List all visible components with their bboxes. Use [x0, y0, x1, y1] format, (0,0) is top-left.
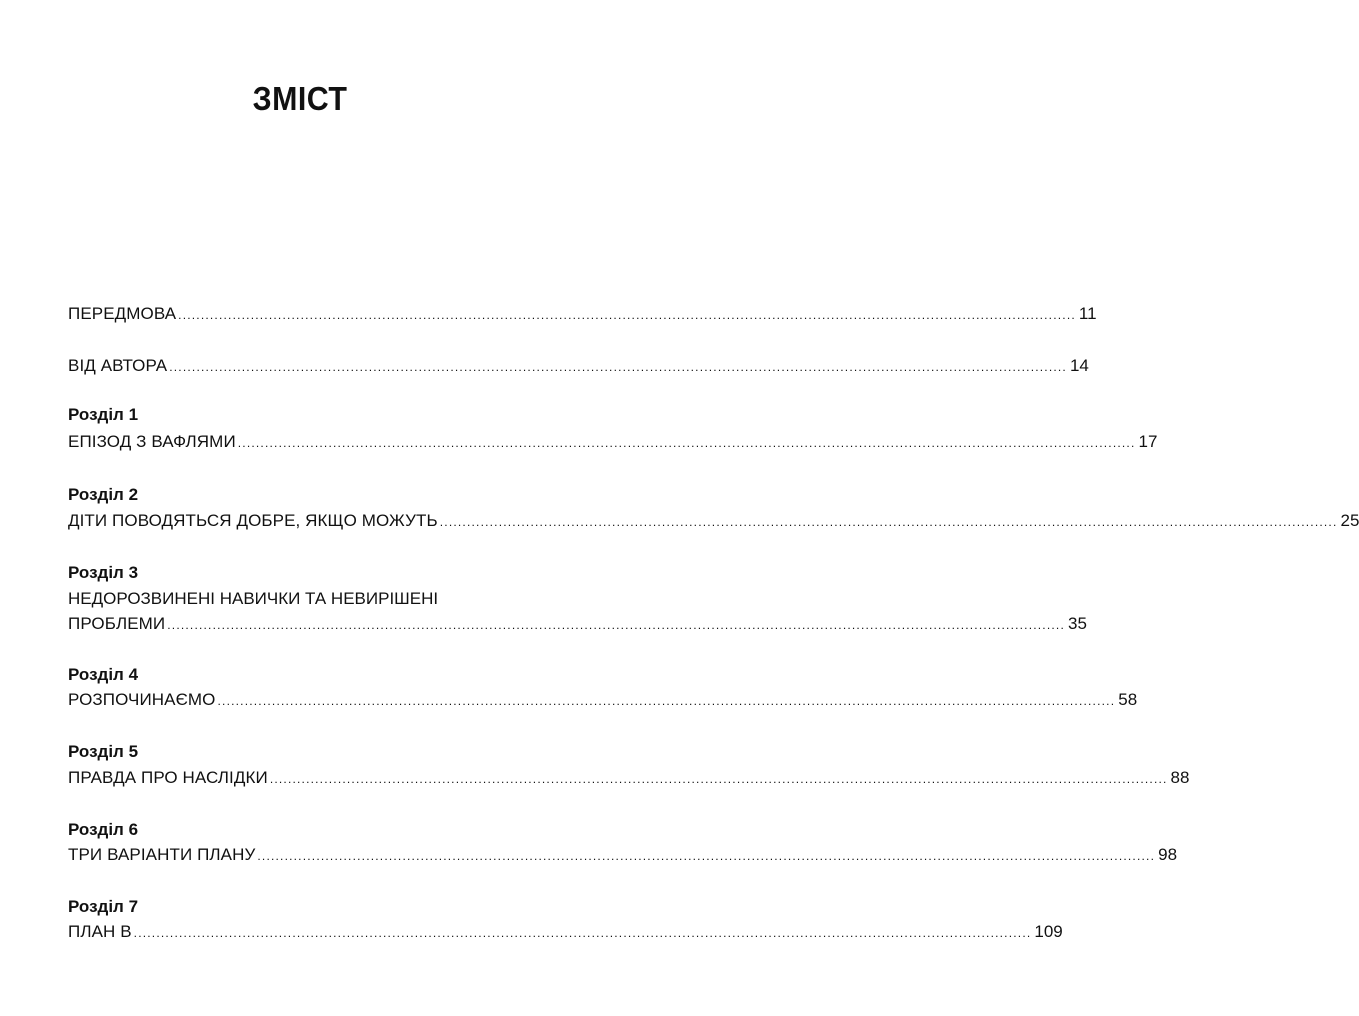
- chapter-label: Розділ 7: [68, 897, 139, 916]
- toc-page-number: 25: [1340, 511, 1359, 530]
- toc-entry-title: ПЛАН В: [68, 922, 132, 941]
- toc-entry-title: ЕПІЗОД З ВАФЛЯМИ: [68, 432, 236, 451]
- toc-dot-leader: ......................................................................................................................................................................................................: [178, 308, 1076, 322]
- toc-dot-leader: ......................................................................................................................................................................................................: [167, 618, 1065, 632]
- toc-page-number: 35: [1067, 614, 1087, 633]
- toc-page-number: 88: [1170, 768, 1190, 787]
- toc-page-number: 17: [1138, 432, 1158, 451]
- toc-entry-title: ПЕРЕДМОВА: [68, 304, 177, 323]
- toc-entry-chapter-6: [68, 845, 1178, 866]
- chapter-label: Розділ 3: [68, 563, 139, 582]
- chapter-label: Розділ 5: [68, 742, 139, 761]
- toc-page-number: 58: [1118, 690, 1138, 709]
- toc-page-number: 14: [1069, 356, 1089, 375]
- chapter-label: Розділ 6: [68, 820, 139, 839]
- toc-entry-title: ТРИ ВАРІАНТИ ПЛАНУ: [68, 845, 256, 864]
- toc-entry-chapter-5: [68, 768, 1190, 789]
- toc-dot-leader: ......................................................................................................................................................................................................: [269, 772, 1168, 786]
- toc-dot-leader: ......................................................................................................................................................................................................: [439, 515, 1338, 529]
- toc-entry-title: ДІТИ ПОВОДЯТЬСЯ ДОБРЕ, ЯКЩО МОЖУТЬ: [68, 511, 438, 530]
- toc-page-number: 109: [1034, 922, 1063, 941]
- toc-page-number: 11: [1078, 304, 1097, 323]
- toc-dot-leader: ......................................................................................................................................................................................................: [237, 436, 1136, 450]
- toc-entry-title: ВІД АВТОРА: [68, 356, 168, 375]
- toc-entry-author-note: [68, 356, 1089, 377]
- toc-entry-title: ПРАВДА ПРО НАСЛІДКИ: [68, 768, 268, 787]
- toc-dot-leader: ......................................................................................................................................................................................................: [133, 926, 1032, 940]
- toc-entry-foreword: [68, 304, 1097, 325]
- toc-entry-chapter-3: [68, 614, 1087, 635]
- toc-dot-leader: ......................................................................................................................................................................................................: [217, 694, 1116, 708]
- toc-entry-title-line: НЕДОРОЗВИНЕНІ НАВИЧКИ ТА НЕВИРІШЕНІ: [68, 589, 439, 608]
- page-title: ЗМІСТ: [252, 80, 348, 117]
- toc-entry-title: ПРОБЛЕМИ: [68, 614, 166, 633]
- toc-entry-title: РОЗПОЧИНАЄМО: [68, 690, 216, 709]
- chapter-label: Розділ 4: [68, 665, 139, 684]
- toc-entry-chapter-7: [68, 922, 1063, 943]
- toc-page-number: 98: [1158, 845, 1178, 864]
- chapter-label: Розділ 2: [68, 485, 139, 504]
- toc-dot-leader: ......................................................................................................................................................................................................: [257, 849, 1156, 863]
- chapter-label: Розділ 1: [68, 405, 139, 424]
- toc-entry-chapter-1: [68, 432, 1158, 453]
- toc-entry-chapter-4: [68, 690, 1138, 711]
- toc-dot-leader: ......................................................................................................................................................................................................: [169, 360, 1067, 374]
- toc-entry-chapter-2: [68, 511, 1359, 532]
